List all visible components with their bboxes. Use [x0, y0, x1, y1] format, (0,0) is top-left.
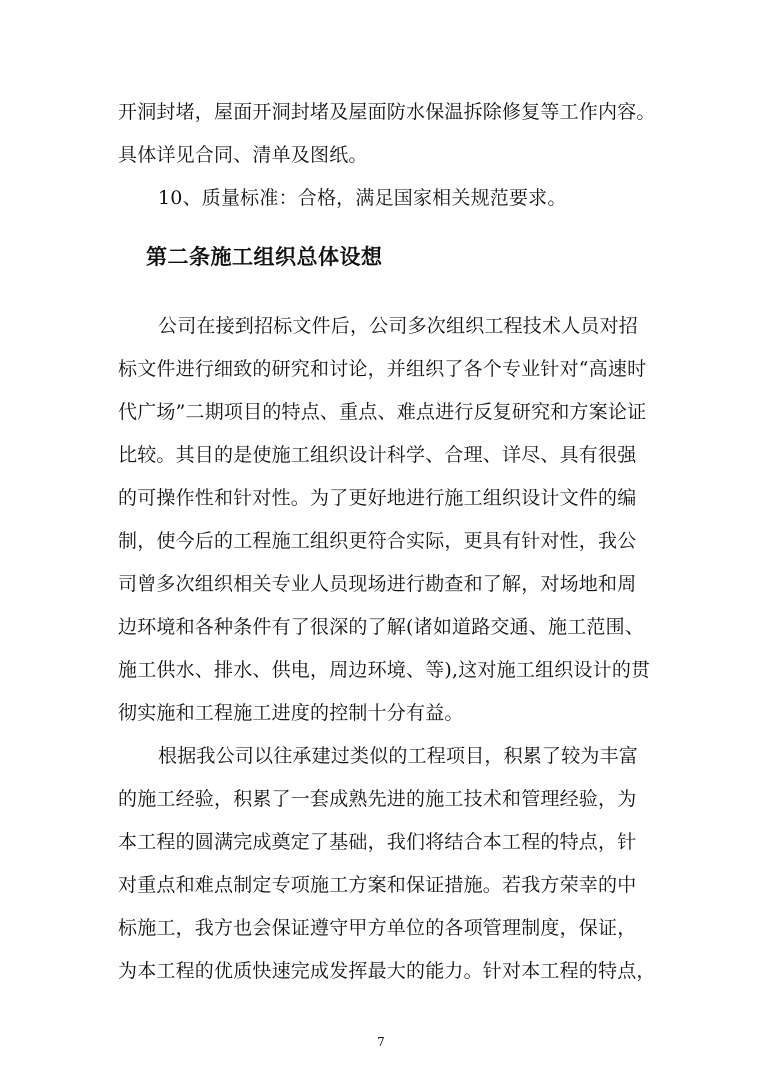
- quality-standard-line: 10、质量标准：合格，满足国家相关规范要求。: [158, 187, 567, 209]
- paragraph-2-line-5: 标施工，我方也会保证遵守甲方单位的各项管理制度，保证，: [118, 917, 637, 939]
- paragraph-2-line-4: 对重点和难点制定专项施工方案和保证措施。若我方荣幸的中: [118, 874, 637, 896]
- section-heading: 第二条施工组织总体设想: [146, 244, 383, 269]
- paragraph-2-line-1: 根据我公司以往承建过类似的工程项目，积累了较为丰富: [158, 745, 639, 767]
- paragraph-2-line-6: 为本工程的优质快速完成发挥最大的能力。针对本工程的特点，: [118, 960, 656, 982]
- paragraph-1-line-3: 代广场”二期项目的特点、重点、难点进行反复研究和方案论证: [118, 401, 647, 423]
- intro-line-1: 开洞封堵，屋面开洞封堵及屋面防水保温拆除修复等工作内容。: [118, 101, 656, 123]
- paragraph-1-line-6: 制，使今后的工程施工组织更符合实际，更具有针对性，我公: [118, 530, 637, 552]
- paragraph-1-line-1: 公司在接到招标文件后，公司多次组织工程技术人员对招: [158, 315, 639, 337]
- paragraph-2-line-3: 本工程的圆满完成奠定了基础，我们将结合本工程的特点，针: [118, 831, 637, 853]
- page-number: 7: [377, 1035, 385, 1049]
- intro-line-2: 具体详见合同、清单及图纸。: [118, 144, 368, 166]
- paragraph-1-line-4: 比较。其目的是使施工组织设计科学、合理、详尽、具有很强: [118, 444, 637, 466]
- paragraph-1-line-2: 标文件进行细致的研究和讨论，并组织了各个专业针对“高速时: [118, 358, 647, 380]
- paragraph-2-line-2: 的施工经验，积累了一套成熟先进的施工技术和管理经验，为: [118, 788, 637, 810]
- paragraph-1-line-7: 司曾多次组织相关专业人员现场进行勘查和了解，对场地和周: [118, 573, 637, 595]
- paragraph-1-line-9: 施工供水、排水、供电，周边环境、等),这对施工组织设计的贯: [118, 659, 651, 681]
- paragraph-1-line-5: 的可操作性和针对性。为了更好地进行施工组织设计文件的编: [118, 487, 637, 509]
- paragraph-1-line-10: 彻实施和工程施工进度的控制十分有益。: [118, 702, 464, 724]
- paragraph-1-line-8: 边环境和各种条件有了很深的了解(诸如道路交通、施工范围、: [118, 616, 645, 638]
